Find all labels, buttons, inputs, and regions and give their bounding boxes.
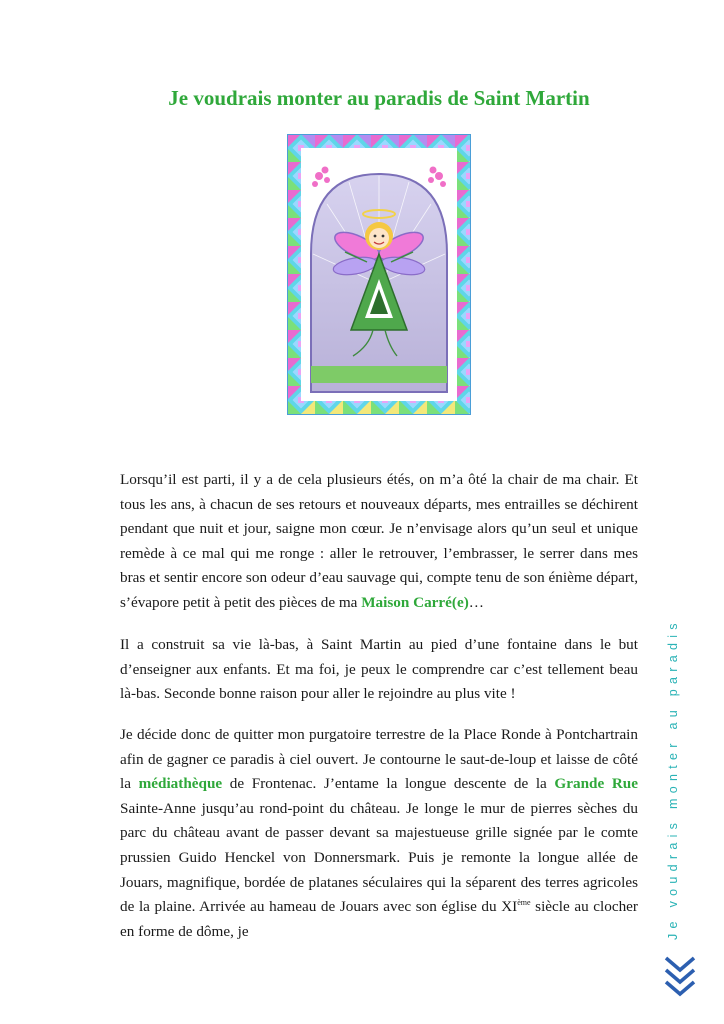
paragraph-3-part-4: siècle au clocher en forme de dôme, je <box>120 898 638 940</box>
grande-rue-highlight: Grande Rue <box>554 775 638 793</box>
mediatheque-highlight: médiathèque <box>138 775 223 793</box>
paragraph-2: Il a construit sa vie là-bas, à Saint Martin au pied d’une fontaine dans le but d’enseigner aux enfants. Et ma foi, je peux le comprendre car c’est tellement beau là-bas. Seconde bonne raison pour aller le rejoindre au plus vite ! <box>120 636 638 703</box>
side-running-title: Je voudrais monter au paradis <box>666 618 680 940</box>
chevron-down-icon[interactable] <box>663 954 697 1000</box>
angel-stained-glass-icon <box>287 134 471 415</box>
page-title: Je voudrais monter au paradis de Saint Martin <box>168 86 590 110</box>
paragraph-3-part-2: de Frontenac. J’entame la longue descente de la <box>222 775 555 793</box>
paragraph-3 <box>120 723 638 944</box>
century-superscript: ème <box>517 898 531 908</box>
maison-carree-highlight: Maison Carré(e) <box>361 593 469 611</box>
paragraph-1-text: Lorsqu’il est parti, il y a de cela plusieurs étés, on m’a ôté la chair de ma chair. Et tous les ans, à chacun de ses retours et nouveaux départs, mes entrailles se déchirent pendant que nuit et jour, saigne mon cœur. Je n’envisage alors qu’un seul et unique remède à ce mal qui me ronge : aller le retrouver, l’embrasser, le serrer dans mes bras et sentir encore son odeur d’eau sauvage qui, compte tenu de son énième départ, s’évapore petit à petit des pièces de ma <box>120 471 638 611</box>
paragraph-3-part-1: Je décide donc de quitter mon purgatoire terrestre de la Place Ronde à Pontchartrain afin de gagner ce paradis à ciel ouvert. Je contourne le saut-de-loup et laisse de côté la <box>120 726 638 793</box>
paragraph-1-ellipsis: … <box>468 593 484 611</box>
paragraph-3-part-3: Sainte-Anne jusqu’au rond-point du château. Je longe le mur de pierres sèches du parc du château avant de passer devant sa majestueuse grille signée par le comte prussien Guido Henckel von Donnersmark. Puis je remonte la longue allée de Jouars, magnifique, bordée de platanes séculaires qui la séparent des terres agricoles de la plaine. Arrivée au hameau de Jouars avec son église du XI <box>120 799 638 916</box>
paragraph-1 <box>120 468 638 616</box>
